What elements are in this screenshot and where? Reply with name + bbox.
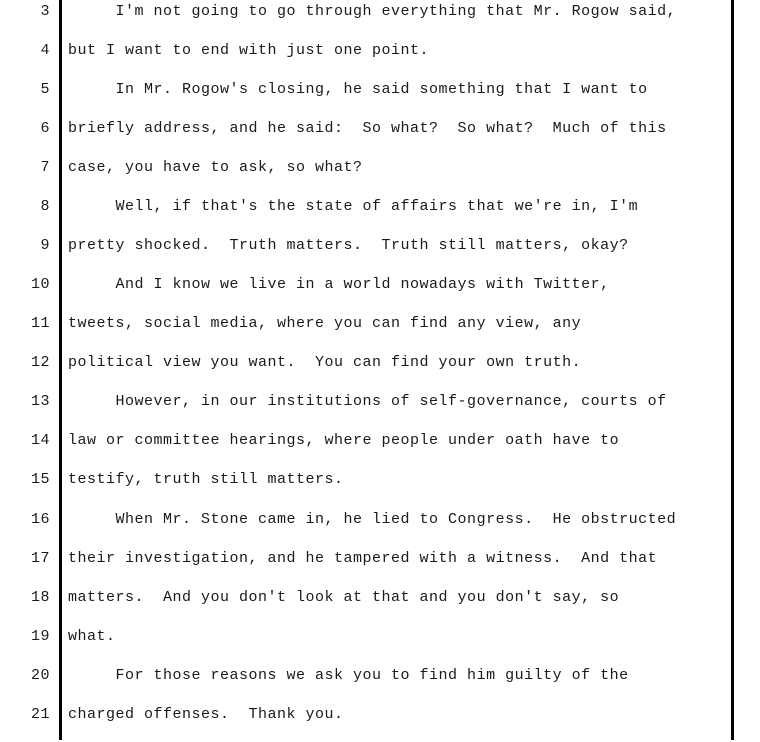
transcript-line bbox=[0, 351, 760, 390]
transcript-line bbox=[0, 117, 760, 156]
transcript-line bbox=[0, 586, 760, 625]
transcript-line bbox=[0, 390, 760, 429]
line-number: 20 bbox=[30, 667, 50, 684]
line-text: In Mr. Rogow's closing, he said something that I want to bbox=[68, 81, 648, 98]
transcript-line bbox=[0, 625, 760, 664]
line-number: 13 bbox=[30, 393, 50, 410]
transcript-line bbox=[0, 547, 760, 586]
line-number: 4 bbox=[40, 42, 50, 59]
line-text: matters. And you don't look at that and you don't say, so bbox=[68, 589, 620, 606]
line-number: 11 bbox=[30, 315, 50, 332]
line-number: 18 bbox=[30, 589, 50, 606]
line-text: but I want to end with just one point. bbox=[68, 42, 430, 59]
line-text: And I know we live in a world nowadays with Twitter, bbox=[68, 276, 610, 293]
line-text: charged offenses. Thank you. bbox=[68, 706, 344, 723]
line-text: political view you want. You can find your own truth. bbox=[68, 354, 582, 371]
line-number: 12 bbox=[30, 354, 50, 371]
line-number: 9 bbox=[40, 237, 50, 254]
line-text: Well, if that's the state of affairs that we're in, I'm bbox=[68, 198, 639, 215]
line-number: 6 bbox=[40, 120, 50, 137]
line-number: 21 bbox=[30, 706, 50, 723]
transcript-line bbox=[0, 664, 760, 703]
line-text: law or committee hearings, where people under oath have to bbox=[68, 432, 620, 449]
line-text: When Mr. Stone came in, he lied to Congress. He obstructed bbox=[68, 511, 677, 528]
transcript-line bbox=[0, 234, 760, 273]
transcript-line bbox=[0, 0, 760, 39]
line-text: I'm not going to go through everything that Mr. Rogow said, bbox=[68, 3, 677, 20]
transcript-line bbox=[0, 508, 760, 547]
line-text: their investigation, and he tampered with a witness. And that bbox=[68, 550, 658, 567]
line-number: 19 bbox=[30, 628, 50, 645]
line-text: testify, truth still matters. bbox=[68, 471, 344, 488]
line-text: tweets, social media, where you can find any view, any bbox=[68, 315, 582, 332]
line-number: 15 bbox=[30, 471, 50, 488]
transcript-line bbox=[0, 78, 760, 117]
transcript-line bbox=[0, 703, 760, 742]
line-number: 16 bbox=[30, 511, 50, 528]
line-text: However, in our institutions of self-governance, courts of bbox=[68, 393, 667, 410]
line-number: 8 bbox=[40, 198, 50, 215]
line-text: case, you have to ask, so what? bbox=[68, 159, 363, 176]
transcript-line bbox=[0, 195, 760, 234]
transcript-line bbox=[0, 468, 760, 507]
transcript-line bbox=[0, 312, 760, 351]
line-number: 3 bbox=[40, 3, 50, 20]
line-text: For those reasons we ask you to find him guilty of the bbox=[68, 667, 629, 684]
line-number: 17 bbox=[30, 550, 50, 567]
line-number: 7 bbox=[40, 159, 50, 176]
line-number: 10 bbox=[30, 276, 50, 293]
line-number: 14 bbox=[30, 432, 50, 449]
line-text: what. bbox=[68, 628, 116, 645]
line-text: briefly address, and he said: So what? So what? Much of this bbox=[68, 120, 667, 137]
transcript-line bbox=[0, 429, 760, 468]
transcript-line bbox=[0, 156, 760, 195]
transcript-line bbox=[0, 39, 760, 78]
transcript-line bbox=[0, 273, 760, 312]
line-text: pretty shocked. Truth matters. Truth still matters, okay? bbox=[68, 237, 629, 254]
line-number: 5 bbox=[40, 81, 50, 98]
